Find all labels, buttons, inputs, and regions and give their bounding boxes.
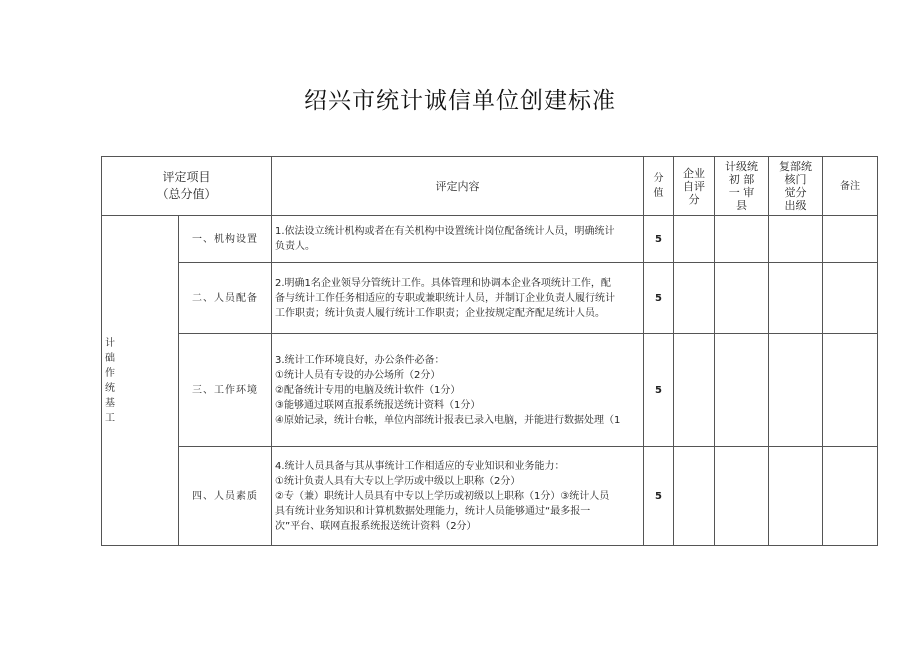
county-score-cell[interactable] xyxy=(715,263,769,334)
header-item-line1: 评定项目 xyxy=(162,170,211,184)
criteria-content xyxy=(272,334,644,447)
sub-item: 四、人员素质 xyxy=(179,447,272,546)
sub-item: 二、人员配备 xyxy=(179,263,272,334)
standards-table xyxy=(101,156,878,546)
content-line: ②配备统计专用的电脑及统计软件（1分） xyxy=(275,384,461,396)
category-char: 统 xyxy=(105,382,115,394)
header-county-line3: 一 审 xyxy=(728,186,755,199)
review-score-cell[interactable] xyxy=(769,447,823,546)
content-line: 1.依法设立统计机构或者在有关机构中设置统计岗位配备统计人员，明确统计 xyxy=(275,226,615,237)
review-score-cell[interactable] xyxy=(769,334,823,447)
header-self-line2: 自评 xyxy=(683,179,706,193)
sub-item: 三、工作环境 xyxy=(179,334,272,447)
category-cell xyxy=(102,216,179,546)
header-final-review xyxy=(769,157,823,216)
criteria-content xyxy=(272,216,644,263)
header-content: 评定内容 xyxy=(272,157,644,216)
table-row xyxy=(102,263,878,334)
header-review-line2: 核门 xyxy=(784,173,807,186)
content-line: ④原始记录，统计台帐，单位内部统计报表已录入电脑，并能进行数据处理（1 xyxy=(275,414,621,426)
table-row xyxy=(102,447,878,546)
county-score-cell[interactable] xyxy=(715,334,769,447)
content-line: 工作职责；统计负责人履行统计工作职责；企业按规定配齐配足统计人员。 xyxy=(275,307,606,319)
content-line: ①统计人员有专设的办公场所（2分） xyxy=(275,369,441,381)
criteria-content xyxy=(272,263,644,334)
header-score-line1: 分 xyxy=(653,173,664,184)
table-row xyxy=(102,216,878,263)
review-score-cell[interactable] xyxy=(769,263,823,334)
category-char: 础 xyxy=(105,352,115,364)
score-cell: 5 xyxy=(644,334,674,447)
content-line: 4.统计人员具备与其从事统计工作相适应的专业知识和业务能力： xyxy=(275,460,565,472)
header-review-line4: 出级 xyxy=(784,199,807,212)
score-cell: 5 xyxy=(644,263,674,334)
score-cell: 5 xyxy=(644,216,674,263)
note-cell[interactable] xyxy=(823,216,878,263)
content-line: 备与统计工作任务相适应的专职或兼职统计人员，并制订企业负责人履行统计 xyxy=(275,292,616,304)
content-line: ②专（兼）职统计人员具有中专以上学历或初级以上职称（1分）③统计人员 xyxy=(275,490,610,502)
self-score-cell[interactable] xyxy=(674,447,715,546)
note-cell[interactable] xyxy=(823,334,878,447)
self-score-cell[interactable] xyxy=(674,216,715,263)
review-score-cell[interactable] xyxy=(769,216,823,263)
sub-item: 一、机构设置 xyxy=(179,216,272,263)
content-line: 次”平台、联网直报系统报送统计资料（2分） xyxy=(275,520,477,532)
criteria-content xyxy=(272,447,644,546)
header-review-line3: 觉分 xyxy=(784,186,807,199)
content-line: 具有统计业务知识和计算机数据处理能力，统计人员能够通过“最多报一 xyxy=(275,505,591,517)
header-item-line2: （总分值） xyxy=(156,187,217,201)
header-county-line4: 县 xyxy=(736,199,748,212)
header-note: 备注 xyxy=(823,157,878,216)
content-line: 2.明确1名企业领导分管统计工作。具体管理和协调本企业各项统计工作，配 xyxy=(275,277,611,289)
score-cell: 5 xyxy=(644,447,674,546)
header-review-line1: 复部统 xyxy=(779,160,813,173)
category-char: 工 xyxy=(105,412,115,424)
self-score-cell[interactable] xyxy=(674,334,715,447)
content-line: ①统计负责人具有大专以上学历或中级以上职称（2分） xyxy=(275,475,521,487)
header-score xyxy=(644,157,674,216)
content-line: ③能够通过联网直报系统报送统计资料（1分） xyxy=(275,399,481,411)
header-county-review xyxy=(715,157,769,216)
category-char: 作 xyxy=(105,367,115,379)
header-county-line2: 初 部 xyxy=(728,173,755,186)
page-title: 绍兴市统计诚信单位创建标准 xyxy=(304,88,616,114)
county-score-cell[interactable] xyxy=(715,216,769,263)
table-row xyxy=(102,334,878,447)
category-char: 计 xyxy=(105,337,115,349)
content-line: 3.统计工作环境良好，办公条件必备： xyxy=(275,354,445,366)
county-score-cell[interactable] xyxy=(715,447,769,546)
header-county-line1: 计级统 xyxy=(725,160,759,173)
header-score-line2: 值 xyxy=(653,188,664,199)
header-self-score xyxy=(674,157,715,216)
self-score-cell[interactable] xyxy=(674,263,715,334)
header-row xyxy=(102,157,878,216)
note-cell[interactable] xyxy=(823,263,878,334)
content-line: 负责人。 xyxy=(275,241,316,252)
header-item xyxy=(102,157,272,216)
header-self-line1: 企业 xyxy=(683,166,706,180)
header-self-line3: 分 xyxy=(688,192,700,206)
note-cell[interactable] xyxy=(823,447,878,546)
category-char: 基 xyxy=(105,397,115,409)
